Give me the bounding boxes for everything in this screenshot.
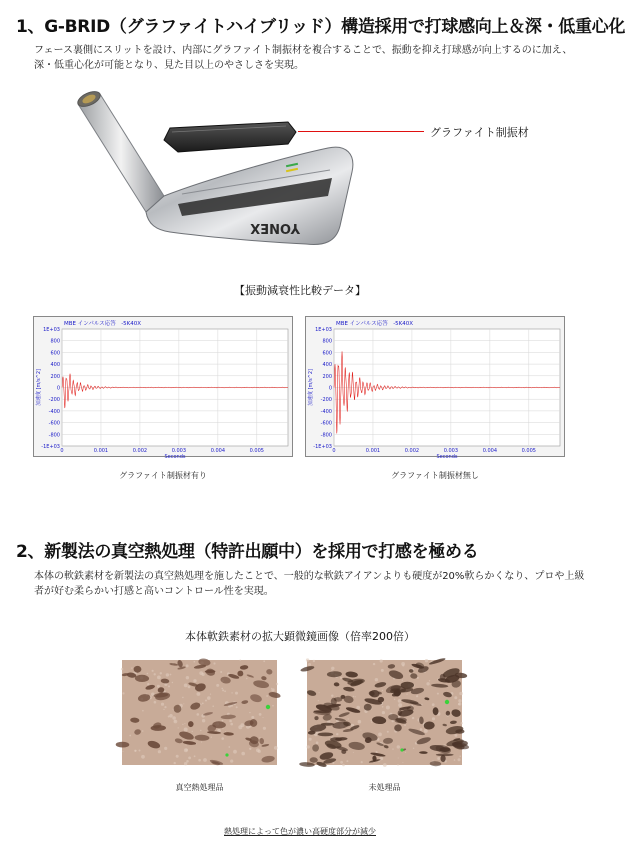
texture-speck [207, 696, 211, 700]
texture-speck [235, 692, 238, 695]
texture-speck [392, 720, 394, 722]
vibration-chart-without-dampener [305, 316, 565, 460]
texture-speck [168, 685, 170, 687]
texture-speck [307, 745, 310, 748]
texture-speck [382, 690, 383, 691]
y-tick-label: -600 [320, 420, 332, 427]
footnote-text: 熱処理によって色が濃い高硬度部分が減少 [224, 827, 376, 836]
texture-speck [455, 734, 458, 737]
texture-speck [276, 683, 278, 685]
texture-speck [437, 757, 440, 760]
texture-speck [194, 755, 196, 757]
texture-speck [346, 760, 348, 762]
texture-speck [340, 761, 343, 764]
y-tick-label: 1E+03 [43, 327, 60, 333]
texture-speck [316, 741, 319, 744]
green-marker [400, 748, 403, 751]
texture-speck [139, 750, 141, 752]
micro-caption-untreated: 未処理品 [368, 783, 401, 792]
texture-speck [121, 668, 123, 670]
texture-speck [211, 737, 212, 738]
texture-speck [383, 763, 387, 767]
microscope-image-untreated [307, 660, 462, 765]
y-tick-label: 600 [50, 350, 60, 357]
y-tick-label: 800 [50, 338, 60, 345]
x-tick-label: 0 [332, 448, 336, 454]
y-axis-label: 加速度 [m/s^2] [36, 368, 42, 407]
texture-speck [178, 727, 179, 728]
texture-speck [141, 755, 145, 759]
texture-speck [184, 684, 188, 688]
texture-speck [158, 750, 161, 753]
chart-svg-without-dampener [306, 317, 564, 460]
texture-speck [356, 706, 360, 710]
chart-caption-with-dampener: グラファイト制振材有り [119, 471, 207, 480]
green-marker [266, 705, 270, 709]
texture-speck [220, 671, 222, 673]
chart-caption-without-dampener: グラファイト制振材無し [391, 471, 479, 480]
texture-speck [313, 660, 315, 662]
texture-speck [306, 658, 309, 661]
texture-speck [157, 676, 161, 680]
texture-speck [432, 717, 435, 720]
microscope-image-treated [122, 660, 277, 765]
texture-speck [210, 694, 211, 695]
y-tick-label: -800 [320, 432, 332, 439]
texture-speck [203, 758, 207, 762]
texture-speck [186, 664, 189, 667]
texture-speck [230, 723, 233, 726]
y-tick-label: -1E+03 [41, 444, 60, 450]
texture-speck [182, 724, 183, 725]
texture-speck [213, 662, 215, 664]
vibration-chart-with-dampener [33, 316, 293, 460]
section1-description: フェース裏側にスリットを設け、内部にグラファイト制振材を複合することで、振動を抑え打球感が向上するのに加え、深・低重心化が可能となり、見た目以上のやさしさを実現。 [34, 45, 573, 71]
texture-speck [274, 746, 278, 750]
texture-speck [348, 718, 349, 719]
section1-title: 1、G-BRID（グラファイトハイブリッド）構造採用で打球感向上＆深・低重心化 [16, 17, 625, 37]
texture-speck [200, 730, 201, 731]
texture-speck [458, 703, 460, 705]
chart-header: MBE インパルス応答 -5K40X [336, 321, 414, 327]
texture-speck [184, 728, 188, 732]
texture-speck [202, 703, 204, 705]
texture-speck [161, 703, 164, 706]
texture-speck [216, 684, 219, 687]
texture-speck [405, 752, 406, 753]
texture-speck [373, 663, 375, 665]
texture-speck [228, 746, 230, 748]
texture-speck [176, 755, 179, 758]
texture-speck [174, 720, 178, 724]
texture-speck [263, 717, 264, 718]
texture-speck [163, 709, 164, 710]
texture-speck [212, 705, 214, 707]
texture-speck [331, 695, 333, 697]
texture-speck [402, 680, 403, 681]
texture-speck [197, 713, 200, 716]
texture-speck [459, 708, 460, 709]
texture-speck [398, 699, 402, 703]
texture-speck [353, 752, 354, 753]
texture-speck [331, 667, 334, 670]
texture-speck [186, 676, 189, 679]
texture-speck [236, 706, 238, 708]
texture-speck [360, 730, 361, 731]
chart-svg-with-dampener [34, 317, 292, 460]
texture-speck [184, 762, 187, 765]
texture-speck [221, 737, 224, 740]
texture-speck [249, 748, 251, 750]
texture-speck [413, 748, 414, 749]
texture-speck [361, 761, 363, 763]
texture-speck [188, 686, 191, 689]
texture-speck [183, 703, 184, 704]
texture-speck [336, 733, 338, 735]
texture-speck [202, 719, 205, 722]
green-marker [445, 700, 449, 704]
texture-speck [381, 669, 384, 672]
texture-speck [402, 762, 403, 763]
x-tick-label: 0.004 [210, 448, 226, 454]
texture-speck [154, 701, 157, 704]
x-tick-label: 0.005 [521, 448, 536, 454]
texture-speck [425, 659, 428, 662]
texture-speck [186, 745, 187, 746]
texture-speck [319, 692, 320, 693]
texture-speck [256, 748, 260, 752]
texture-speck [184, 748, 188, 752]
texture-speck [412, 717, 414, 719]
texture-speck [459, 692, 463, 696]
y-tick-label: 400 [50, 362, 60, 369]
texture-speck [164, 747, 167, 750]
texture-speck [353, 696, 354, 697]
texture-speck [458, 758, 461, 761]
texture-speck [263, 727, 266, 730]
x-tick-label: 0.005 [249, 448, 264, 454]
texture-speck [152, 670, 154, 672]
texture-speck [193, 679, 196, 682]
yonex-brand-mark: YONEX [250, 220, 300, 235]
texture-speck [387, 731, 389, 733]
texture-speck [342, 764, 345, 767]
y-tick-label: 200 [50, 373, 60, 380]
texture-speck [221, 688, 223, 690]
texture-speck [259, 713, 262, 716]
texture-speck [205, 700, 207, 702]
texture-speck [382, 711, 385, 714]
texture-speck [272, 705, 274, 707]
texture-speck [331, 670, 332, 671]
texture-speck [266, 695, 268, 697]
y-tick-label: -200 [320, 397, 332, 404]
section2-description: 本体の軟鉄素材を新製法の真空熱処理を施したことで、一般的な軟鉄アイアンよりも硬度が20%軟らかくなり、プロや上級者が好む柔らかい打感と高いコントロール性を実現。 [34, 571, 585, 597]
texture-speck [225, 731, 226, 732]
texture-speck [382, 706, 384, 708]
chart-header: MBE インパルス応答 -5K40X [64, 321, 142, 327]
x-tick-label: 0.004 [482, 448, 498, 454]
texture-speck [459, 755, 461, 757]
texture-speck [170, 674, 172, 676]
x-tick-label: 0 [60, 448, 64, 454]
texture-speck [263, 660, 265, 662]
texture-speck [318, 700, 319, 701]
texture-speck [386, 706, 390, 710]
texture-speck [355, 696, 356, 697]
texture-speck [172, 682, 173, 683]
texture-speck [398, 758, 399, 759]
texture-speck [202, 673, 205, 676]
texture-speck [166, 673, 169, 676]
texture-speck [249, 712, 250, 713]
texture-speck [406, 694, 407, 695]
texture-speck [271, 688, 272, 689]
y-tick-label: 0 [328, 385, 332, 392]
texture-speck [358, 720, 362, 724]
x-axis-label: Seconds [164, 454, 186, 460]
footnote [0, 826, 600, 837]
texture-speck [201, 741, 202, 742]
y-tick-label: -400 [320, 408, 332, 415]
texture-speck [147, 673, 149, 675]
texture-speck [192, 731, 193, 732]
texture-speck [197, 692, 201, 696]
callout-line [298, 131, 424, 132]
texture-speck [169, 714, 173, 718]
x-tick-label: 0.002 [404, 448, 420, 454]
texture-speck [308, 663, 311, 666]
y-tick-label: 600 [322, 350, 332, 357]
texture-speck [184, 723, 185, 724]
texture-speck [375, 678, 378, 681]
y-tick-label: 400 [322, 362, 332, 369]
texture-speck [188, 757, 191, 760]
texture-speck [147, 683, 149, 685]
texture-speck [251, 716, 254, 719]
texture-speck [401, 662, 405, 666]
x-axis-label: Seconds [436, 454, 458, 460]
texture-speck [198, 759, 201, 762]
texture-speck [224, 690, 226, 692]
x-tick-label: 0.001 [365, 448, 381, 454]
y-tick-label: -800 [48, 432, 60, 439]
y-tick-label: 200 [322, 373, 332, 380]
texture-speck [131, 667, 132, 668]
y-tick-label: -400 [48, 408, 60, 415]
y-tick-label: 1E+03 [315, 327, 332, 333]
texture-speck [233, 750, 237, 754]
section2-title: 2、新製法の真空熱処理（特許出願中）を採用で打感を極める [16, 542, 479, 562]
texture-speck [122, 692, 124, 694]
texture-speck [371, 720, 372, 721]
texture-speck [454, 696, 457, 699]
texture-speck [241, 752, 245, 756]
texture-speck [230, 760, 233, 763]
texture-speck [222, 720, 224, 722]
texture-speck [461, 722, 463, 724]
texture-speck [392, 748, 393, 749]
texture-speck [420, 728, 423, 731]
texture-speck [154, 673, 156, 675]
texture-speck [222, 689, 224, 691]
texture-speck [142, 730, 144, 732]
texture-speck [394, 699, 395, 700]
texture-speck [172, 716, 176, 720]
texture-speck [340, 677, 342, 679]
y-tick-label: 0 [56, 385, 60, 392]
texture-speck [397, 745, 400, 748]
texture-speck [416, 695, 418, 697]
x-tick-label: 0.003 [171, 448, 187, 454]
texture-speck [397, 764, 399, 766]
texture-speck [432, 703, 435, 706]
x-tick-label: 0.002 [132, 448, 148, 454]
carbide-grain [318, 733, 334, 737]
texture-speck [231, 692, 232, 693]
texture-speck [129, 735, 131, 737]
x-tick-label: 0.001 [93, 448, 109, 454]
y-tick-label: 800 [322, 338, 332, 345]
texture-speck [164, 706, 166, 708]
y-tick-label: -1E+03 [313, 444, 332, 450]
texture-speck [182, 697, 184, 699]
texture-speck [437, 693, 439, 695]
green-marker [225, 753, 228, 756]
texture-speck [378, 733, 382, 737]
microscope-title: 本体軟鉄素材の拡大顕微鏡画像（倍率200倍） [185, 630, 415, 643]
texture-speck [424, 729, 428, 733]
texture-speck [157, 685, 160, 688]
texture-speck [398, 703, 402, 707]
texture-speck [142, 710, 144, 712]
texture-speck [174, 762, 176, 764]
texture-speck [429, 680, 430, 681]
texture-speck [454, 759, 456, 761]
texture-speck [246, 678, 247, 679]
texture-speck [240, 723, 244, 727]
texture-speck [426, 682, 429, 685]
micro-caption-treated: 真空熱処理品 [175, 783, 224, 792]
texture-speck [229, 720, 232, 723]
texture-speck [240, 659, 241, 660]
texture-speck [134, 750, 136, 752]
vibration-data-title: 【振動減衰性比較データ】 [234, 284, 366, 297]
texture-speck [404, 724, 406, 726]
texture-speck [160, 672, 162, 674]
graphite-dampener-label: グラファイト制振材 [430, 126, 529, 139]
texture-speck [186, 760, 189, 763]
y-tick-label: -600 [48, 420, 60, 427]
texture-speck [458, 699, 461, 702]
iron-club-illustration [60, 86, 400, 276]
texture-speck [371, 722, 372, 723]
y-tick-label: -200 [48, 397, 60, 404]
x-tick-label: 0.003 [443, 448, 459, 454]
texture-speck [380, 659, 383, 662]
texture-speck [309, 738, 312, 741]
texture-speck [123, 751, 124, 752]
y-axis-label: 加速度 [m/s^2] [308, 368, 314, 407]
texture-speck [194, 661, 196, 663]
